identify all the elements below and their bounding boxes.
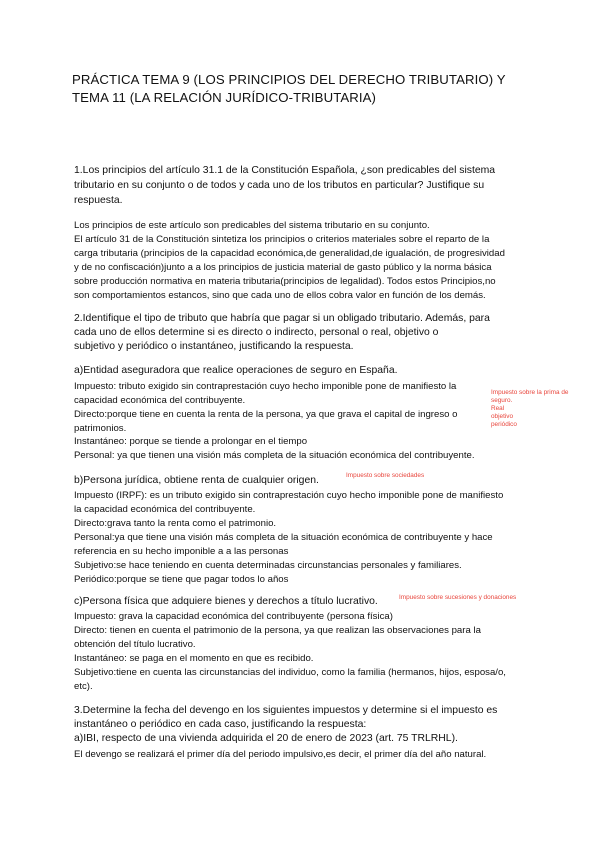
q1-answer-line: y de no confiscación)junto a a los principios de justicia material de gasto público y la norma básica: [74, 262, 492, 273]
q2c-line: Subjetivo:tiene en cuenta las circunstancias del individuo, como la familia (hermanos, hijos, esposa/o,: [74, 667, 506, 678]
q2a-line: Personal: ya que tienen una visión más completa de la situación económica del contribuyente.: [74, 450, 475, 461]
q2-question-line: 2.Identifique el tipo de tributo que habría que pagar si un obligado tributario. Además, para: [74, 313, 490, 324]
q1-answer-line: El artículo 31 de la Constitución sintetiza los principios o criterios materiales sobre el reparto de la: [74, 234, 490, 245]
q2a-line: Instantáneo: porque se tiende a prolongar en el tiempo: [74, 436, 308, 447]
q2a-line: Impuesto: tributo exigido sin contraprestación cuyo hecho imponible pone de manifiesto la: [74, 381, 457, 392]
q2b-line: referencia en su hecho imponible a a las personas: [74, 546, 289, 557]
q2-question-line: subjetivo y periódico o instantáneo, justificando la respuesta.: [74, 341, 354, 352]
q3-question-line: instantáneo o periódico en cada caso, justificando la respuesta:: [74, 719, 367, 730]
q2b-heading: b)Persona jurídica, obtiene renta de cualquier origen.: [74, 475, 319, 486]
q2c-heading: c)Persona física que adquiere bienes y derechos a título lucrativo.: [74, 596, 378, 607]
q2b-line: Impuesto (IRPF): es un tributo exigido sin contraprestación cuyo hecho imponible pone de manifiesto: [74, 490, 504, 501]
q1-question-line: respuesta.: [74, 195, 123, 206]
q1-question-line: 1.Los principios del artículo 31.1 de la Constitución Española, ¿son predicables del sistema: [74, 165, 496, 176]
q3-question-line: 3.Determine la fecha del devengo en los siguientes impuestos y determine si el impuesto es: [74, 705, 498, 716]
q2b-line: Personal:ya que tiene una visión más completa de la situación económica de contribuyente y hace: [74, 532, 493, 543]
page-title: [72, 71, 542, 107]
annotation-line: periódico: [491, 421, 517, 428]
title-line-2: TEMA 11 (LA RELACIÓN JURÍDICO-TRIBUTARIA): [72, 90, 377, 105]
q2c-line: etc).: [74, 681, 93, 692]
q2c-line: Directo: tienen en cuenta el patrimonio de la persona, ya que realizan las observaciones para la: [74, 625, 481, 636]
title-line-1: PRÁCTICA TEMA 9 (LOS PRINCIPIOS DEL DERECHO TRIBUTARIO) Y: [72, 72, 506, 87]
q1-question-line: tributario en su conjunto o de todos y cada uno de los tributos en particular? Justifique su: [74, 180, 485, 191]
q2-question-line: cada uno de ellos determine si es directo o indirecto, personal o real, objetivo o: [74, 327, 439, 338]
annotation-line: Real: [491, 405, 505, 412]
q1-answer-line: sobre producción normativa en materia tributaria(principios de legalidad). Todos estos Principios,no: [74, 276, 496, 287]
q2a-line: Directo:porque tiene en cuenta la renta de la persona, ya que grava el capital de ingreso o: [74, 409, 458, 420]
q2c-line: Instantáneo: se paga en el momento en que es recibido.: [74, 653, 314, 664]
annotation-line: seguro.: [491, 397, 513, 404]
q1-answer-line: son comportamientos estancos, sino que cada uno de ellos cobra valor en función de los demás.: [74, 290, 486, 301]
q3-question-line: a)IBI, respecto de una vivienda adquirida el 20 de enero de 2023 (art. 75 TRLRHL).: [74, 733, 458, 744]
q2b-line: la capacidad económica del contribuyente.: [74, 504, 256, 515]
q2a-annotation: [491, 389, 568, 429]
q2a-line: capacidad económica del contribuyente.: [74, 395, 246, 406]
q2b-line: Periódico:porque se tiene que pagar todos lo años: [74, 574, 289, 585]
q2b-line: Subjetivo:se hace teniendo en cuenta determinadas circunstancias personales y familiares.: [74, 560, 462, 571]
q3-answer-line: El devengo se realizará el primer día del periodo impulsivo,es decir, el primer día del año natural.: [74, 749, 487, 760]
annotation-line: objetivo: [491, 413, 514, 420]
q1-answer-line: carga tributaria (principios de la capacidad económica,de generalidad,de igualación, de progresividad: [74, 248, 505, 259]
q2a-line: patrimonios.: [74, 423, 127, 434]
q2a-heading: a)Entidad aseguradora que realice operaciones de seguro en España.: [74, 365, 398, 376]
annotation-line: Impuesto sobre la prima de: [491, 389, 569, 396]
q2c-line: obtención del título lucrativo.: [74, 639, 196, 650]
q2c-annotation: Impuesto sobre sucesiones y donaciones: [399, 594, 517, 601]
q2b-line: Directo:grava tanto la renta como el patrimonio.: [74, 518, 277, 529]
q1-answer-line: Los principios de este artículo son predicables del sistema tributario en su conjunto.: [74, 220, 430, 231]
q2b-annotation: Impuesto sobre sociedades: [346, 472, 425, 479]
q2c-line: Impuesto: grava la capacidad económica del contribuyente (persona física): [74, 611, 393, 622]
